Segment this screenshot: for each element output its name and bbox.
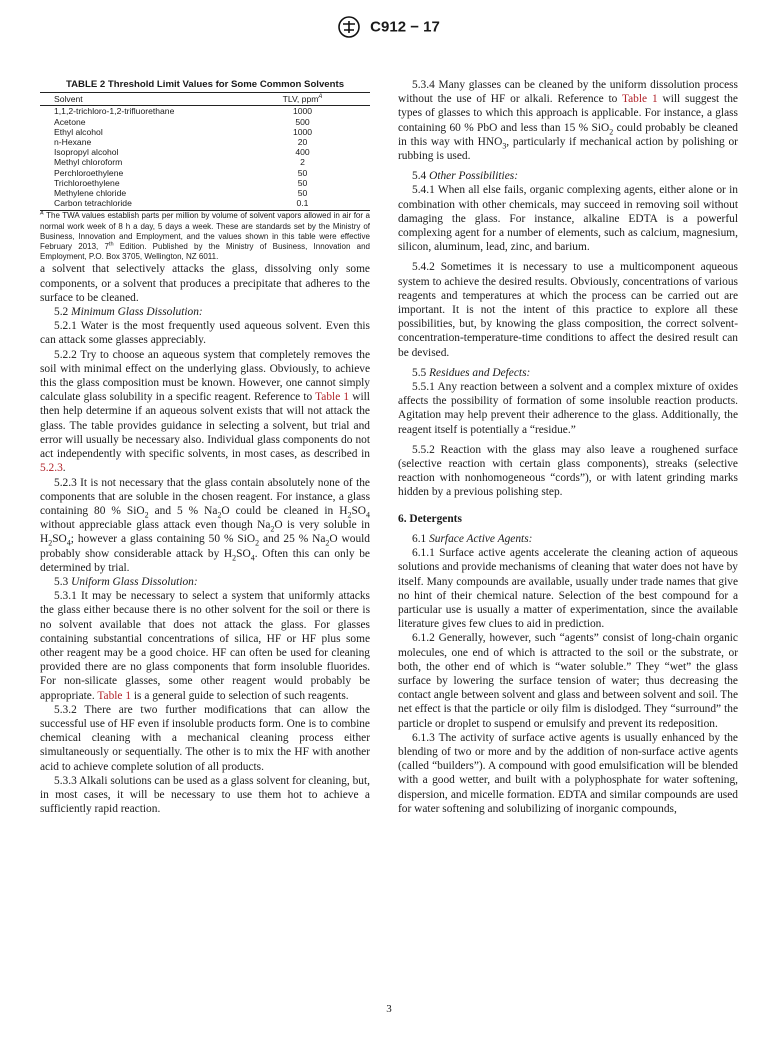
solvent-cell: n-Hexane: [54, 137, 92, 148]
paragraph-6-1-3: 6.1.3 The activity of surface active agents is usually enhanced by the blending of two or more and by the addition of non-surface active agents (called “builders”). A compound with good emulsification will be blended with a good wetter, and built with a polyphosphate for water softening, dispersion, and micelle formation. EDTA and similar compounds are used for water softening and solubilizing of inorganic compounds,: [398, 731, 738, 815]
left-column: [40, 78, 370, 816]
solvent-cell: Methyl chloroform: [54, 157, 123, 168]
solvent-cell: Ethyl alcohol: [54, 126, 103, 137]
paragraph-5-3-3: 5.3.3 Alkali solutions can be used as a glass solvent for cleaning, but, in most cases, it will be necessary to use them hot to achieve a sufficiently rapid reaction.: [40, 774, 370, 816]
solvent-cell: 1,1,2-trichloro-1,2-trifluorethane: [54, 106, 175, 117]
col-header-tlv: TLV, ppm$^A$: [235, 93, 370, 106]
table-1-link[interactable]: Table 1: [97, 689, 132, 702]
tlv-table: [40, 92, 370, 211]
astm-logo-icon: [338, 16, 360, 38]
paragraph-5-3-2: 5.3.2 There are two further modifications that can allow the successful use of HF even if insoluble products form. One is to combine chemical cleaning with a mechanical cleaning process either simultaneously or sequentially. The other is to mix the HF with another acid to achieve complete solution of all products.: [40, 703, 370, 773]
table-1-link[interactable]: Table 1: [315, 391, 350, 404]
page-number: 3: [386, 1003, 392, 1015]
table-row: [40, 198, 370, 211]
tlv-cell: 1000: [292, 126, 313, 137]
tlv-cell: 2: [300, 157, 305, 168]
table-row: [40, 188, 370, 198]
table-row: [40, 137, 370, 147]
col-header-solvent: Solvent: [40, 93, 235, 106]
section-5-5-heading: 5.5 Residues and Defects:: [412, 366, 531, 379]
paragraph-5-2-2: 5.2.2 Try to choose an aqueous system that completely removes the soil with minimal effect on the underlying glass. Obviously, to achieve this the glass composition must be known. However, one cannot simply calculate glass solubility in a specific reagent. Reference to Table 1 will then help determine if an aqueous solvent exists that will not attack the glass. The table provides guidance in selecting a solvent, but trial and error will usually be necessary also. Individual glass components do not act independently with specific solvents, in most cases, as described in 5.2.3.: [40, 348, 370, 475]
paragraph-5-3-4: 5.3.4 Many glasses can be cleaned by the uniform dissolution process without the use of HF or alkali. Reference to Table 1 will suggest the types of glasses to which this approach is applicable. For instance, a glass containing 60 % PbO and less than 15 % SiO$_2$ could probably be cleaned in this way with $HNO_3$, particularly if mechanical action by polishing or rubbing is used.: [398, 79, 738, 163]
paragraph-continued: a solvent that selectively attacks the glass, dissolving only some components, or a solvent that produces a precipitate that adheres to the surface to be cleaned.: [40, 263, 370, 304]
section-5-3-heading: 5.3 Uniform Glass Dissolution:: [54, 575, 198, 588]
solvent-cell: Carbon tetrachloride: [40, 198, 235, 211]
table-row: [40, 117, 370, 127]
page-header: [0, 16, 778, 38]
section-5-4-heading: 5.4 Other Possibilities:: [412, 170, 518, 183]
tlv-cell: 20: [297, 137, 308, 148]
table-1-link[interactable]: Table 1: [621, 93, 658, 106]
document-code: C912 − 17: [370, 18, 440, 36]
table-footnote: $^A$ The TWA values establish parts per million by volume of solvent vapors allowed in air for a normal work week of 8 h a day, 5 days a week. These are standards set by the Ministry of Business, Innovation and Employment, and the values shown in this table were effective February 2013, 7th Edition. Published by the Ministry of Business, Innovation and Employment, P.O. Box 3705, Wellington, NZ 6011.: [40, 210, 370, 262]
solvent-cell: Methylene chloride: [54, 188, 127, 199]
tlv-cell: 50: [297, 167, 308, 178]
paragraph-5-4-2: 5.4.2 Sometimes it is necessary to use a multicomponent aqueous system to achieve the desired results. Obviously, concentrations of various reagents and temperatures at which the process can be carried out are important. It is not the intent of this practice to explore all these possibilities, but, by knowing the glass composition, the correct solvent-concentration-temperature-time conditions to affect the desired result can be devised.: [398, 261, 738, 359]
table-row: [40, 127, 370, 137]
section-6-heading: 6. Detergents: [398, 512, 462, 525]
section-6-1-heading: 6.1 Surface Active Agents:: [412, 532, 533, 545]
table-2-title: TABLE 2 Threshold Limit Values for Some Common Solvents: [65, 79, 345, 90]
right-column: [398, 78, 738, 816]
paragraph-5-5-2: 5.5.2 Reaction with the glass may also leave a roughened surface (selective reaction with certain glass components), streaks (selective reaction with nonhomogeneous “cords”), or with latent grinding marks hidden by a previous polishing step.: [398, 443, 738, 499]
tlv-cell: 50: [297, 177, 308, 188]
table-row: [40, 178, 370, 188]
paragraph-6-1-1: 6.1.1 Surface active agents accelerate the cleaning action of aqueous solutions and provide mechanisms of cleaning that water does not have by itself. Many compounds are available, usually under trade names that give no hint of their chemical nature. Selection of the best compound for a particular use is usually a matter of experimentation, since the available literature gives few clues to aid in prediction.: [398, 547, 738, 631]
solvent-cell: Isopropyl alcohol: [54, 147, 119, 158]
table-row: [40, 168, 370, 178]
paragraph-5-4-1: 5.4.1 When all else fails, organic complexing agents, either alone or in combination with other chemicals, may succeed in removing soil without damaging the glass. For instance, alkaline EDTA is a powerful complexing agent for a number of elements, such as calcium, magnesium, silicon, aluminum, lead, zinc, and barium.: [398, 184, 738, 254]
solvent-cell: Trichloroethylene: [54, 177, 120, 188]
table-row: [40, 147, 370, 157]
tlv-cell: 1000: [292, 106, 313, 117]
paragraph-5-5-1: 5.5.1 Any reaction between a solvent and a complex mixture of oxides affects the possibility of formation of some insoluble reaction products. Agitation may help prevent their adherence to the glass. Additionally, the reagent itself is potentially a “residue.”: [398, 381, 738, 436]
paragraph-5-3-1: 5.3.1 It may be necessary to select a system that uniformly attacks the glass either because there is no other solvent for the soil or there is no solvent available that does not attack the glass. For glasses containing substantial concentrations of silica, HF or HF plus some other reagent may be a good choice. HF can often be used for cleaning provided there are no glass components that form insoluble fluorides. For non-silicate glasses, some other reagent would probably be appropriate. Table 1 is a general guide to selection of such reagents.: [40, 590, 370, 702]
tlv-cell: 0.1: [235, 198, 370, 211]
table-row: [40, 157, 370, 167]
tlv-cell: 400: [295, 147, 310, 158]
solvent-cell: Perchloroethylene: [54, 167, 124, 178]
tlv-cell: 500: [295, 116, 310, 127]
table-row: [40, 106, 370, 117]
paragraph-5-2-3: 5.2.3 It is not necessary that the glass contain absolutely none of the components that are soluble in the chosen reagent. For instance, a glass containing 80 % SiO$_2$ and 5 % $Na_2O$ could be cleaned in $H_2SO_4$ without appreciable glass attack even though $Na_2O$ is very soluble in $H_2SO_4$; however a glass containing 50 % SiO$_2$ and 25 % $Na_2O$ would probably show considerable attack by $H_2SO_4$. Often this can only be determined by trial.: [40, 476, 370, 574]
paragraph-5-2-1: 5.2.1 Water is the most frequently used aqueous solvent. Even this can attack some glasses appreciably.: [40, 320, 370, 347]
section-5-2-heading: 5.2 Minimum Glass Dissolution:: [54, 306, 203, 319]
solvent-cell: Acetone: [54, 116, 86, 127]
paragraph-6-1-2: 6.1.2 Generally, however, such “agents” consist of long-chain organic molecules, one end of which is attracted to the soil or the substrate, or both, the other end of which is “water soluble.” They “wet” the glass surface by lowering the surface tension of water; thus decreasing the contact angle between solvent and glass and between solvent and soil. The net effect is that the particle or oily film is dislodged. They “surround” the particle or droplet to suspend or emulsify and prevent its redeposition.: [398, 632, 738, 730]
tlv-cell: 50: [297, 188, 308, 199]
section-5-2-3-link[interactable]: 5.2.3: [40, 462, 63, 475]
